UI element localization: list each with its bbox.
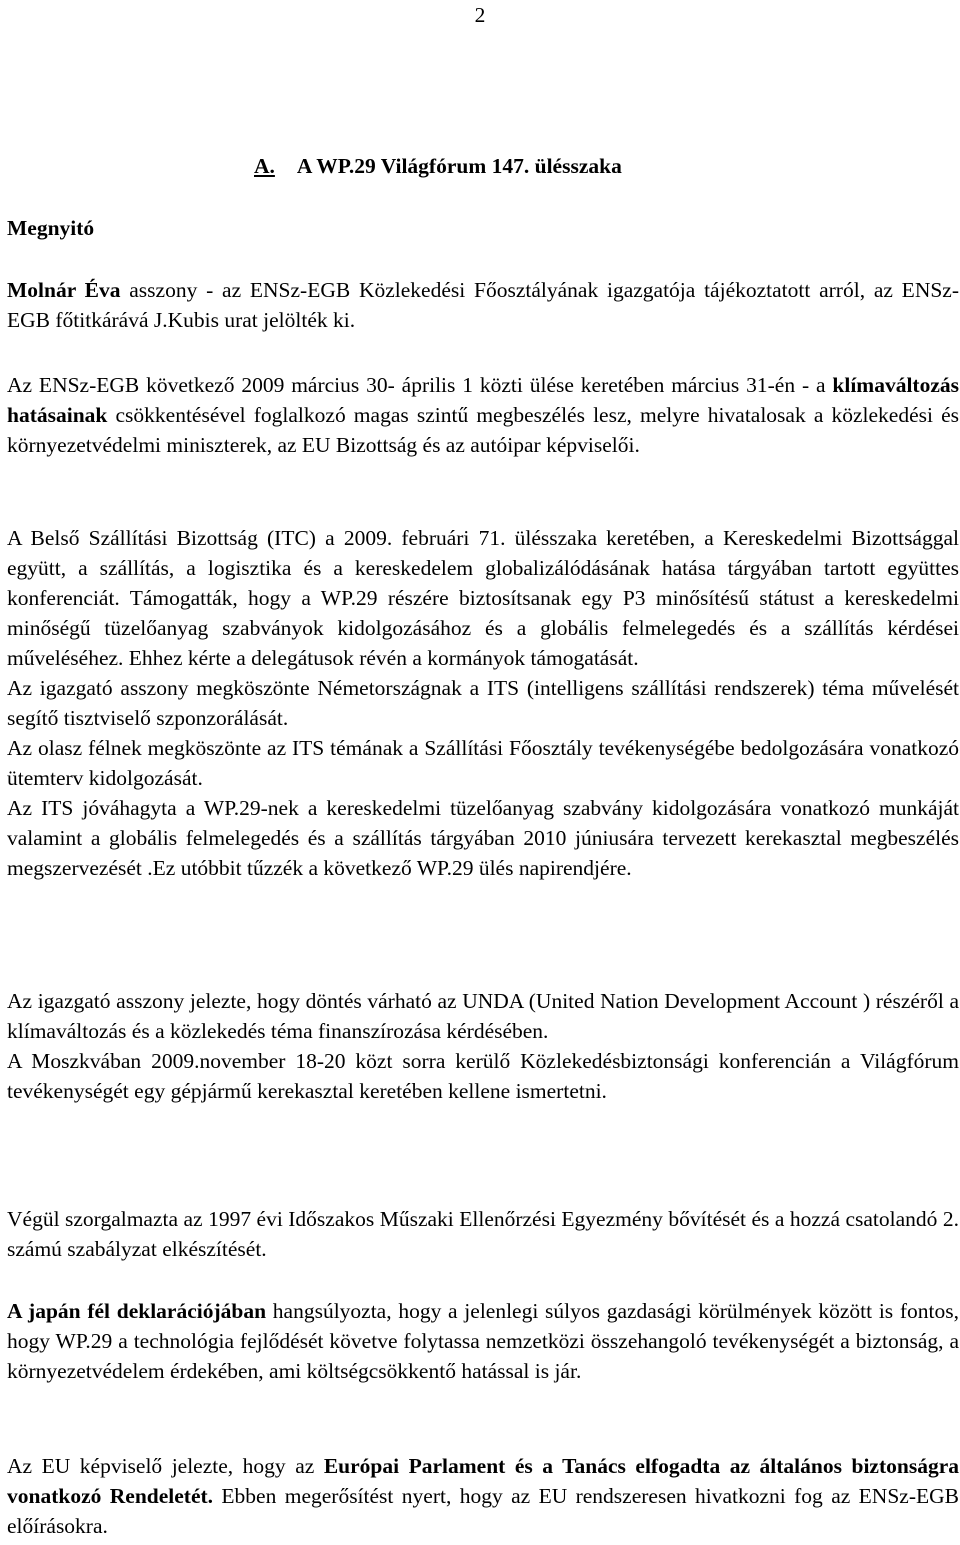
paragraph-japan [7,1296,959,1386]
paragraph-its: Az ITS jóváhagyta a WP.29-nek a kereskedelmi tüzelőanyag szabvány kidolgozására vonatkozó munkáját valamint a globális felmelegedés és a szállítás tárgyában 2010 júniusára tervezett kerekasztal megbeszélés megszervezését .Ez utóbbit tűzzék a következő WP.29 ülés napirendjére. [7,796,959,880]
subheading-opening: Megnyitó [7,216,95,240]
paragraph-text: Az EU képviselő jelezte, hogy az [7,1454,324,1478]
emphasis-text: klímaváltozás hatásainak [7,373,959,427]
speaker-name: Molnár Éva [7,278,121,302]
paragraph-italy: Az olasz félnek megköszönte az ITS témának a Szállítási Főosztály tevékenységébe bedolgozására vonatkozó ütemterv kidolgozását. [7,736,959,790]
paragraph-itc: A Belső Szállítási Bizottság (ITC) a 2009. februári 71. ülésszaka keretében, a Kereskedelmi Bizottsággal együtt, a szállítás, a logisztika és a kereskedelem globalizálódásának hatása tárgyában tartott együttes konferenciát. Támogatták, hogy a WP.29 részére biztosítsanak egy P3 minősítésű státust a kereskedelmi minőségű tüzelőanyag szabványok kidolgozásához és a globális felmelegedés és a szállítás kérdései műveléséhez. Ehhez kérte a delegátusok révén a kormányok támogatását. [7,526,959,670]
section-title: A WP.29 Világfórum 147. ülésszaka [296,154,622,178]
emphasis-text: A japán fél deklarációjában [7,1299,267,1323]
page-number: 2 [474,3,486,27]
paragraph-climate-meeting [7,370,959,460]
paragraph-molnar [7,275,959,335]
paragraph-text: hangsúlyozta, hogy a jelenlegi súlyos gazdasági körülmények között is fontos, hogy WP.29 a technológia fejlődését követve folytassa nemzetközi összehangoló tevékenységét a biztonság, a környezetvédelem érdekében, ami költségcsökkentő hatással is jár. [7,1299,959,1383]
paragraph-moscow: A Moszkvában 2009.november 18-20 közt sorra kerülő Közlekedésbiztonsági konferencián a Világfórum tevékenységét egy gépjármű kerekasztal keretében kellene ismertetni. [7,1049,959,1103]
paragraph-pti [7,1204,959,1264]
paragraph-unda: Az igazgató asszony jelezte, hogy döntés várható az UNDA (United Nation Development Account ) részéről a klímaváltozás és a közlekedés téma finanszírozása kérdésében. [7,989,959,1043]
text-block-unda [7,986,959,1106]
paragraph-text: Az ENSz-EGB következő 2009 március 30- április 1 közti ülése keretében március 31-én - a [7,373,833,397]
paragraph-germany: Az igazgató asszony megköszönte Németországnak a ITS (intelligens szállítási rendszerek) téma művelését segítő tisztviselő szponzorálását. [7,676,959,730]
paragraph-text: csökkentésével foglalkozó magas szintű megbeszélés lesz, melyre hivatalosak a közlekedési és környezetvédelmi miniszterek, az EU Bizottság és az autóipar képviselői. [7,403,959,457]
text-block-main [7,523,959,883]
section-letter: A. [254,154,275,178]
emphasis-text: Európai Parlament és a Tanács elfogadta az általános biztonságra vonatkozó Rendeletét. [7,1454,959,1508]
paragraph-text: Végül szorgalmazta az 1997 évi Időszakos Műszaki Ellenőrzési Egyezmény bővítését és a hozzá csatolandó 2. számú szabályzat elkészítését. [7,1207,959,1261]
paragraph-text: Ebben megerősítést nyert, hogy az EU rendszeresen hivatkozni fog az ENSz-EGB előírásokra. [7,1484,959,1538]
paragraph-eu [7,1451,959,1541]
section-heading [254,151,622,181]
paragraph-text: asszony - az ENSz-EGB Közlekedési Főosztályának igazgatója tájékoztatott arról, az ENSz-EGB főtitkárává J.Kubis urat jelölték ki. [7,278,960,332]
